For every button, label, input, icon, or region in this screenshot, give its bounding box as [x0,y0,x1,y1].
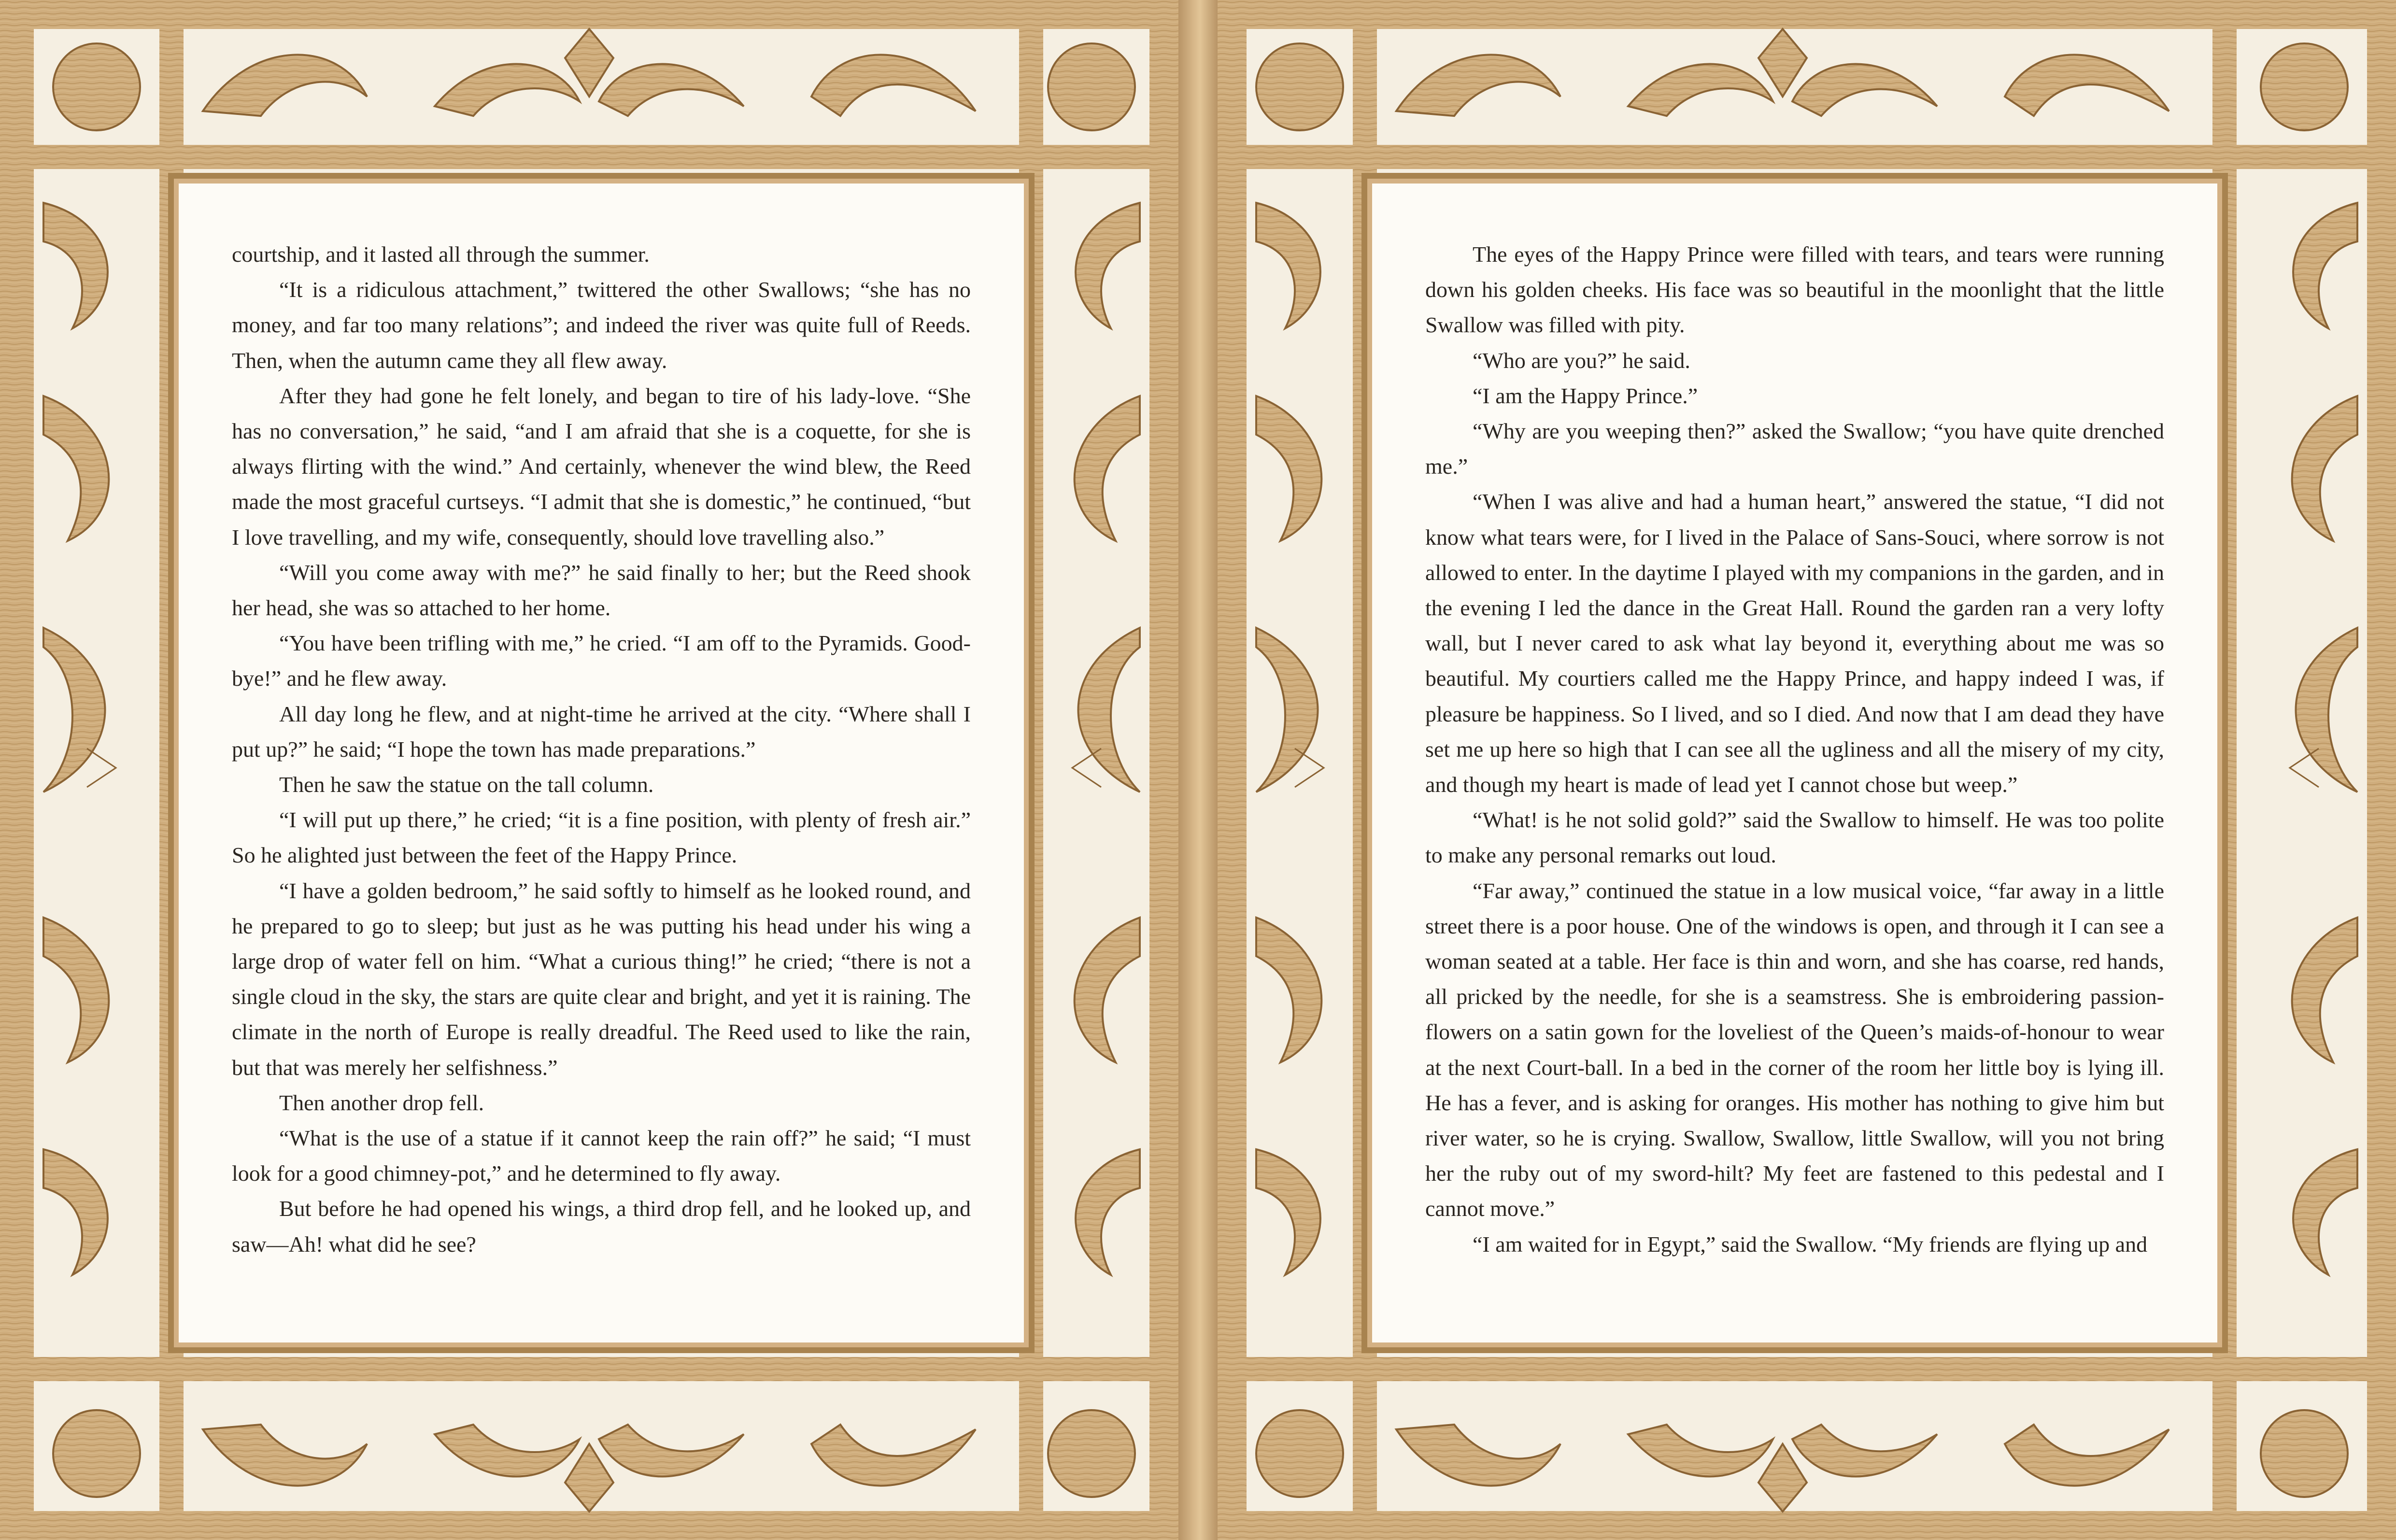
text-panel-left [179,184,1024,1342]
paragraph: But before he had opened his wings, a third drop fell, and he looked up, and saw—Ah! what did he see? [232,1196,971,1257]
paragraph: “What! is he not solid gold?” said the Swallow to himself. He was too polite to make any personal remarks out loud. [1425,807,2164,868]
paragraph: “Why are you weeping then?” asked the Swallow; “you have quite drenched me.” [1425,419,2164,479]
body-text-right [1425,237,2164,1262]
paragraph: “Far away,” continued the statue in a low musical voice, “far away in a little street there is a poor house. One of the windows is open, and through it I can see a woman seated at a table. Her face is thin and worn, and she has coarse, red hands, all pricked by the needle, for she is a seamstress. She is embroidering passion-flowers on a satin gown for the loveliest of the Queen’s maids-of-honour to wear at the next Court-ball. In a bed in the corner of the room her little boy is lying ill. He has a fever, and is asking for oranges. His mother has nothing to give him but river water, so he is crying. Swallow, Swallow, little Swallow, will you not bring her the ruby out of my sword-hilt? My feet are fastened to this pedestal and I cannot move.” [1425,878,2164,1221]
paragraph: “What is the use of a statue if it cannot keep the rain off?” he said; “I must look for a good chimney-pot,” and he determined to fly away. [232,1126,971,1186]
paragraph: Then he saw the statue on the tall column. [279,772,654,797]
paragraph: The eyes of the Happy Prince were filled with tears, and tears were running down his golden cheeks. His face was so beautiful in the moonlight that the little Swallow was filled with pity. [1425,242,2164,338]
paragraph: “Will you come away with me?” he said finally to her; but the Reed shook her head, she was so attached to her home. [232,560,971,621]
paragraph: “I will put up there,” he cried; “it is a fine position, with plenty of fresh air.” So he alighted just between the feet of the Happy Prince. [232,807,971,868]
paragraph: “It is a ridiculous attachment,” twittered the other Swallows; “she has no money, and far too many relations”; and indeed the river was quite full of Reeds. Then, when the autumn came they all flew away. [232,277,971,373]
paragraph: All day long he flew, and at night-time he arrived at the city. “Where shall I put up?” he said; “I hope the town has made preparations.” [232,701,971,762]
paragraph: “I have a golden bedroom,” he said softly to himself as he looked round, and he prepared to go to sleep; but just as he was putting his head under his wing a large drop of water fell on him. “What a curious thing!” he cried; “there is not a single cloud in the sky, the stars are quite clear and bright, and yet it is raining. The climate in the north of Europe is really dreadful. The Reed used to like the rain, but that was merely her selfishness.” [232,878,971,1080]
paragraph: “Who are you?” he said. [1473,348,1690,373]
text-panel-right [1372,184,2217,1342]
body-text-left [232,237,971,1262]
paragraph: “I am the Happy Prince.” [1473,383,1698,408]
book-gutter [1178,0,1218,1540]
left-page [0,0,1178,1540]
paragraph: After they had gone he felt lonely, and began to tire of his lady-love. “She has no conversation,” he said, “and I am afraid that she is a coquette, for she is always flirting with the wind.” And certainly, whenever the wind blew, the Reed made the most graceful curtseys. “I admit that she is domestic,” he continued, “but I love travelling, and my wife, consequently, should love travelling also.” [232,383,971,550]
paragraph: “When I was alive and had a human heart,” answered the statue, “I did not know what tears were, for I lived in the Palace of Sans-Souci, where sorrow is not allowed to enter. In the daytime I played with my companions in the garden, and in the evening I led the dance in the Great Hall. Round the garden ran a very lofty wall, but I never cared to ask what lay beyond it, everything about me was so beautiful. My courtiers called me the Happy Prince, and happy indeed I was, if pleasure be happiness. So I lived, and so I died. And now that I am dead they have set me up here so high that I can see all the ugliness and all the misery of my city, and though my heart is made of lead yet I cannot chose but weep.” [1425,489,2164,797]
paragraph: “I am waited for in Egypt,” said the Swallow. “My friends are flying up and [1473,1231,2148,1257]
right-page [1218,0,2396,1540]
paragraph: courtship, and it lasted all through the summer. [232,242,650,267]
paragraph: “You have been trifling with me,” he cried. “I am off to the Pyramids. Good-bye!” and he flew away. [232,631,971,691]
paragraph: Then another drop fell. [279,1090,484,1115]
